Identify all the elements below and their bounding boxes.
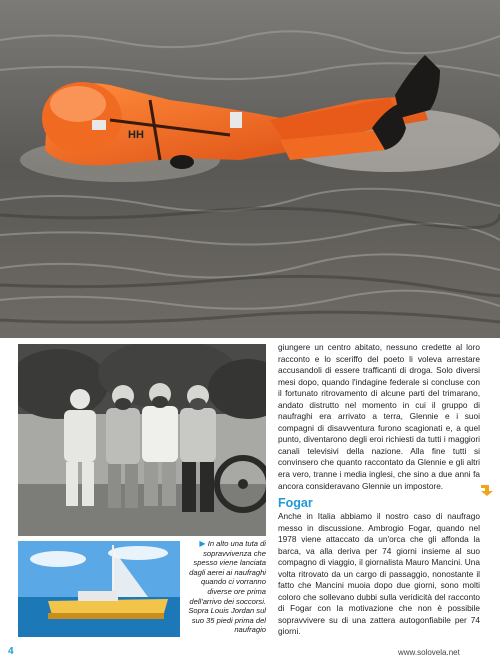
section-heading-fogar: Fogar xyxy=(278,496,313,510)
caption-text: In alto una tuta di sopravvivenza che spesso viene lanciata dagli aerei ai naufraghi quando ci vorranno diverse ore prima dell'arrivo dei soccorsi. Sopra Louis Jordan sul suo 35 piedi prima del naufragio xyxy=(188,539,266,635)
suit-brand-label: HH xyxy=(128,129,144,141)
survivors-group-photo xyxy=(18,344,266,536)
catamaran-illustration xyxy=(18,541,180,637)
website-link[interactable]: www.solovela.net xyxy=(398,648,460,657)
group-photo-illustration xyxy=(18,344,266,536)
photo-caption xyxy=(187,539,266,635)
corner-arrow-icon xyxy=(479,483,495,497)
page-number: 4 xyxy=(8,646,14,657)
caption-triangle-icon: ▶ xyxy=(199,539,208,548)
article-paragraph-1: giungere un centro abitato, nessuno credette al loro racconto e lo sceriffo del poeto li voleva arrestare accusandoli di essere trafficanti di droga. Solo diversi mesi dopo, quando l'indagine federale si concluse con il fortunato ritrovamento di alcune parti del trimarano, andato distrutto nel momento in cui il gruppo di naufraghi era arrivato a terra, Glennie e i suoi compagni di disavventura furono scagionati e, a quel punto, diventarono degli eroi richiesti da tutti i maggiori canali televisivi della nazione. Alla fine tutti si convinsero che quanto raccontato da Glennie e gli altri era vero, tranne i media inglesi, che sino a due anni fa ancora consideravano Glennie un impostore. xyxy=(278,342,480,491)
catamaran-photo xyxy=(18,541,180,637)
article-paragraph-2: Anche in Italia abbiamo il nostro caso di naufrago messo in discussione. Ambrogio Fogar, quando nel 1978 viene attaccato da un'orca che gli affonda la barca, va alla deriva per 74 giorni insieme al suo compagno di viaggio, il giornalista Mauro Mancini. Una volta ritrovato da un cargo di passaggio, nonostante il fatto che Mancini muoia dopo due giorni, sono molti coloro che sollevano dubbi sulla veridicità del racconto di Fogar con la motivazione che non è possibile sopravvivere su di una zattera autogonfiabile per 74 giorni. xyxy=(278,511,480,637)
